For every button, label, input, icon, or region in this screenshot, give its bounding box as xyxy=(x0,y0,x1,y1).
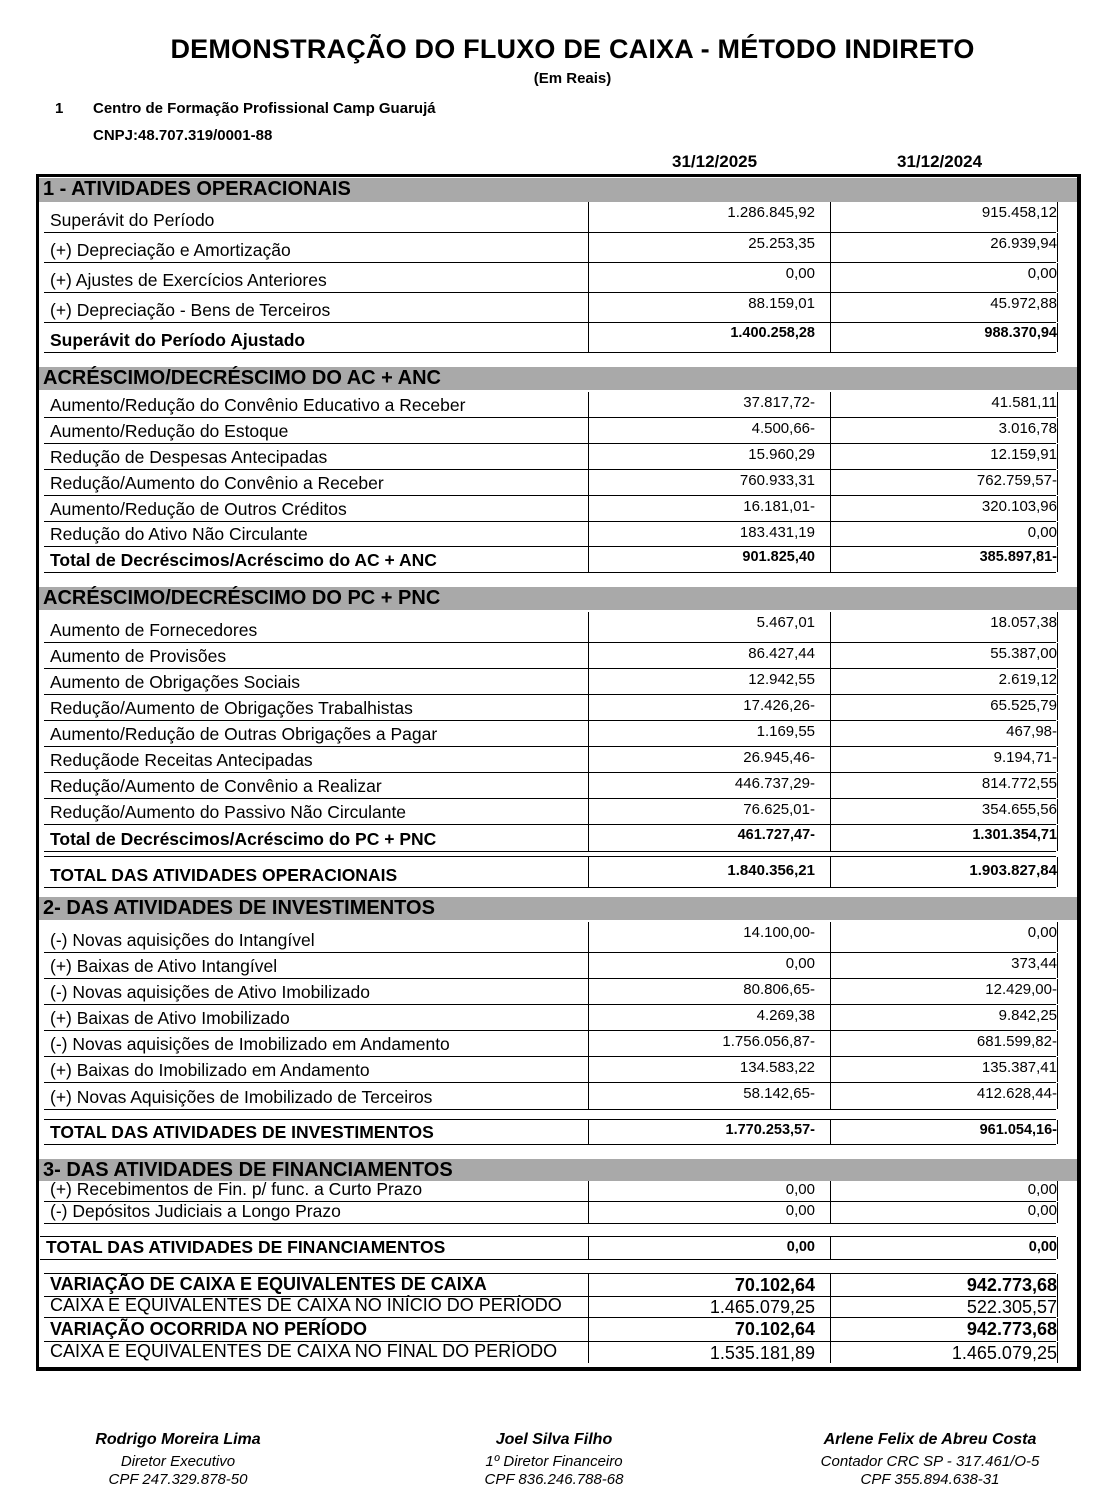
row-value-2025: 12.942,55 xyxy=(748,671,815,688)
table-row xyxy=(44,202,1056,233)
row-value-2025: 4.269,38 xyxy=(756,1007,815,1024)
signature-name: Rodrigo Moreira Lima xyxy=(95,1431,261,1448)
signature-cpf: CPF 836.246.788-68 xyxy=(484,1471,624,1488)
table-row-grand-total xyxy=(44,856,1056,888)
signature-name: Joel Silva Filho xyxy=(495,1431,613,1448)
row-value-2025: 70.102,64 xyxy=(734,1319,815,1339)
table-row xyxy=(44,496,1056,522)
row-value-2024: 0,00 xyxy=(1027,524,1057,541)
row-label: Aumento/Redução do Estoque xyxy=(50,421,289,441)
section-pc-pnc: ACRÉSCIMO/DECRÉSCIMO DO PC + PNC xyxy=(39,587,1077,610)
row-label: (+) Baixas do Imobilizado em Andamento xyxy=(50,1060,370,1080)
table-row xyxy=(44,747,1056,773)
table-row xyxy=(44,470,1056,496)
row-label: Total de Decréscimos/Acréscimo do AC + ANC xyxy=(50,550,437,570)
row-value-2024: 467,98- xyxy=(1006,723,1057,740)
table-row xyxy=(44,1083,1056,1110)
signature-role: 1º Diretor Financeiro xyxy=(485,1453,623,1470)
table-row xyxy=(44,444,1056,470)
section-ac-anc: ACRÉSCIMO/DECRÉSCIMO DO AC + ANC xyxy=(39,367,1077,390)
row-label: TOTAL DAS ATIVIDADES DE FINANCIAMENTOS xyxy=(46,1237,446,1257)
row-value-2024: 1.301.354,71 xyxy=(972,827,1057,843)
row-value-2025: 70.102,64 xyxy=(734,1275,815,1295)
row-value-2025: 0,00 xyxy=(785,1202,815,1219)
row-label: TOTAL DAS ATIVIDADES OPERACIONAIS xyxy=(50,865,398,885)
row-label: Redução/Aumento do Convênio a Receber xyxy=(50,473,384,493)
row-value-2024: 814.772,55 xyxy=(981,775,1057,792)
row-label: (-) Novas aquisições de Ativo Imobilizado xyxy=(50,982,371,1002)
row-value-2024: 681.599,82- xyxy=(976,1033,1057,1050)
table-row-summary xyxy=(44,1318,1056,1342)
row-label: Redução/Aumento do Passivo Não Circulante xyxy=(50,802,407,822)
table-row-total xyxy=(44,825,1056,852)
row-value-2025: 461.727,47- xyxy=(737,827,815,843)
row-value-2025: 88.159,01 xyxy=(748,295,815,312)
table-row xyxy=(44,695,1056,721)
row-value-2025: 1.535.181,89 xyxy=(709,1343,815,1363)
table-row xyxy=(44,392,1056,418)
row-value-2024: 55.387,00 xyxy=(990,645,1057,662)
row-value-2024: 41.581,11 xyxy=(991,394,1057,411)
table-row-summary xyxy=(44,1296,1056,1318)
row-value-2025: 4.500,66- xyxy=(751,420,815,437)
row-label: Aumento de Provisões xyxy=(50,646,227,666)
table-row xyxy=(44,263,1056,293)
entity-name: Centro de Formação Profissional Camp Guarujá xyxy=(93,100,436,117)
row-value-2024: 0,00 xyxy=(1027,1181,1057,1198)
row-label: (+) Depreciação - Bens de Terceiros xyxy=(50,300,331,320)
row-value-2025: 760.933,31 xyxy=(739,472,815,489)
report-subtitle: (Em Reais) xyxy=(533,70,612,87)
signature-role: Contador CRC SP - 317.461/O-5 xyxy=(820,1453,1040,1470)
row-value-2024: 12.159,91 xyxy=(990,446,1057,463)
row-value-2025: 901.825,40 xyxy=(742,549,815,565)
table-row xyxy=(44,799,1056,825)
row-label: (-) Novas aquisições de Imobilizado em Andamento xyxy=(50,1034,450,1054)
row-value-2024: 1.465.079,25 xyxy=(951,1343,1057,1363)
table-row-summary xyxy=(44,1273,1056,1297)
row-value-2024: 385.897,81- xyxy=(979,549,1057,565)
table-row xyxy=(44,1202,1056,1224)
table-row xyxy=(44,773,1056,799)
row-label: Aumento de Fornecedores xyxy=(50,620,258,640)
row-label: (-) Depósitos Judiciais a Longo Prazo xyxy=(50,1201,341,1221)
row-label: Total de Decréscimos/Acréscimo do PC + PNC xyxy=(50,829,437,849)
signature-cpf: CPF 355.894.638-31 xyxy=(860,1471,1000,1488)
signature-name: Arlene Felix de Abreu Costa xyxy=(823,1431,1037,1448)
row-value-2024: 522.305,57 xyxy=(966,1297,1057,1317)
row-value-2025: 0,00 xyxy=(786,1239,815,1255)
row-value-2024: 135.387,41 xyxy=(981,1059,1057,1076)
row-label: (+) Novas Aquisições de Imobilizado de Terceiros xyxy=(50,1087,433,1107)
row-value-2025: 17.426,26- xyxy=(743,697,815,714)
row-value-2024: 942.773,68 xyxy=(966,1319,1057,1339)
row-label: CAIXA E EQUIVALENTES DE CAIXA NO FINAL DO PERÍODO xyxy=(50,1341,558,1361)
row-value-2025: 1.286.845,92 xyxy=(727,204,815,221)
row-value-2025: 0,00 xyxy=(785,1181,815,1198)
table-row xyxy=(44,1031,1056,1057)
row-value-2024: 412.628,44- xyxy=(976,1085,1057,1102)
row-value-2025: 1.840.356,21 xyxy=(727,862,815,879)
row-value-2025: 0,00 xyxy=(785,265,815,282)
row-label: Redução/Aumento de Obrigações Trabalhistas xyxy=(50,698,413,718)
row-value-2025: 58.142,65- xyxy=(743,1085,815,1102)
row-value-2024: 0,00 xyxy=(1028,1239,1057,1255)
row-label: Redução/Aumento de Convênio a Realizar xyxy=(50,776,382,796)
table-row xyxy=(44,643,1056,669)
row-value-2024: 354.655,56 xyxy=(981,801,1057,818)
section-financing-activities: 3- DAS ATIVIDADES DE FINANCIAMENTOS xyxy=(39,1159,1077,1181)
row-value-2025: 1.169,55 xyxy=(756,723,815,740)
row-value-2024: 0,00 xyxy=(1027,1202,1057,1219)
table-row xyxy=(44,979,1056,1005)
table-row-grand-total xyxy=(40,1236,1056,1260)
row-label: Reduçãode Receitas Antecipadas xyxy=(50,750,313,770)
signature-cpf: CPF 247.329.878-50 xyxy=(108,1471,248,1488)
signature-role: Diretor Executivo xyxy=(120,1453,236,1470)
row-value-2024: 961.054,16- xyxy=(979,1122,1057,1138)
row-value-2024: 18.057,38 xyxy=(990,614,1057,631)
signature-financial-director xyxy=(384,1431,724,1489)
section-investing-activities: 2- DAS ATIVIDADES DE INVESTIMENTOS xyxy=(39,897,1077,920)
row-label: (+) Ajustes de Exercícios Anteriores xyxy=(50,270,327,290)
row-label: (+) Depreciação e Amortização xyxy=(50,240,291,260)
row-value-2025: 1.756.056,87- xyxy=(722,1033,815,1050)
row-value-2025: 1.400.258,28 xyxy=(730,325,815,341)
table-row xyxy=(44,1181,1056,1202)
table-row xyxy=(44,293,1056,323)
row-value-2024: 762.759,57- xyxy=(976,472,1057,489)
row-value-2024: 942.773,68 xyxy=(966,1275,1057,1295)
table-row xyxy=(44,233,1056,263)
signature-executive-director xyxy=(8,1431,348,1489)
entity-number: 1 xyxy=(55,100,64,117)
row-value-2024: 2.619,12 xyxy=(998,671,1057,688)
row-value-2025: 86.427,44 xyxy=(748,645,815,662)
row-label: Aumento/Redução de Outros Créditos xyxy=(50,499,347,519)
table-row xyxy=(44,1057,1056,1083)
row-label: VARIAÇÃO OCORRIDA NO PERÍODO xyxy=(50,1319,368,1339)
table-row xyxy=(44,522,1056,547)
table-row-summary xyxy=(44,1342,1056,1363)
row-value-2024: 9.194,71- xyxy=(993,749,1057,766)
table-row-grand-total xyxy=(44,1119,1056,1145)
row-label: Superávit do Período xyxy=(50,210,215,230)
row-value-2025: 183.431,19 xyxy=(739,524,815,541)
row-label: CAIXA E EQUIVALENTES DE CAIXA NO INÍCIO DO PERÍODO xyxy=(50,1295,562,1315)
row-label: Superávit do Período Ajustado xyxy=(50,330,306,350)
row-value-2024: 3.016,78 xyxy=(998,420,1057,437)
row-value-2024: 320.103,96 xyxy=(981,498,1057,515)
row-value-2024: 1.903.827,84 xyxy=(969,862,1057,879)
row-value-2025: 0,00 xyxy=(785,955,815,972)
row-value-2024: 45.972,88 xyxy=(990,295,1057,312)
table-row xyxy=(44,418,1056,444)
table-row xyxy=(44,953,1056,979)
row-value-2024: 12.429,00- xyxy=(985,981,1057,998)
table-row-total xyxy=(44,323,1056,353)
entity-cnpj: CNPJ:48.707.319/0001-88 xyxy=(93,127,273,144)
table-row-total xyxy=(44,547,1056,573)
row-value-2024: 26.939,94 xyxy=(990,235,1057,252)
row-label: (+) Recebimentos de Fin. p/ func. a Curto Prazo xyxy=(50,1179,423,1199)
column-header-2024: 31/12/2024 xyxy=(897,152,983,171)
report-title: DEMONSTRAÇÃO DO FLUXO DE CAIXA - MÉTODO INDIRETO xyxy=(170,34,975,64)
row-label: Aumento/Redução de Outras Obrigações a Pagar xyxy=(50,724,438,744)
table-row xyxy=(44,721,1056,747)
row-value-2024: 373,44 xyxy=(1011,955,1057,972)
row-value-2024: 65.525,79 xyxy=(990,697,1057,714)
row-value-2025: 37.817,72- xyxy=(743,394,815,411)
row-value-2024: 915.458,12 xyxy=(981,204,1057,221)
row-label: Redução do Ativo Não Circulante xyxy=(50,524,308,544)
table-row xyxy=(44,612,1056,643)
row-value-2025: 26.945,46- xyxy=(743,749,815,766)
row-value-2025: 80.806,65- xyxy=(743,981,815,998)
row-value-2024: 988.370,94 xyxy=(984,325,1057,341)
row-value-2025: 16.181,01- xyxy=(743,498,815,515)
row-value-2025: 1.465.079,25 xyxy=(709,1297,815,1317)
row-value-2025: 134.583,22 xyxy=(739,1059,815,1076)
row-value-2025: 25.253,35 xyxy=(748,235,815,252)
column-header-2025: 31/12/2025 xyxy=(672,152,758,171)
row-label: (+) Baixas de Ativo Imobilizado xyxy=(50,1008,290,1028)
row-label: (+) Baixas de Ativo Intangível xyxy=(50,956,278,976)
row-label: (-) Novas aquisições do Intangível xyxy=(50,930,315,950)
row-value-2025: 1.770.253,57- xyxy=(725,1122,815,1138)
row-value-2025: 15.960,29 xyxy=(748,446,815,463)
row-value-2025: 5.467,01 xyxy=(756,614,815,631)
row-value-2024: 0,00 xyxy=(1027,924,1057,941)
row-value-2025: 14.100,00- xyxy=(743,924,815,941)
signature-accountant xyxy=(760,1431,1095,1489)
table-row xyxy=(44,1005,1056,1031)
row-label: Aumento de Obrigações Sociais xyxy=(50,672,300,692)
table-row xyxy=(44,669,1056,695)
row-value-2025: 76.625,01- xyxy=(743,801,815,818)
row-value-2024: 9.842,25 xyxy=(998,1007,1057,1024)
section-operating-activities: 1 - ATIVIDADES OPERACIONAIS xyxy=(39,178,1077,202)
row-label: TOTAL DAS ATIVIDADES DE INVESTIMENTOS xyxy=(50,1122,434,1142)
row-label: Aumento/Redução do Convênio Educativo a Receber xyxy=(50,395,466,415)
row-label: VARIAÇÃO DE CAIXA E EQUIVALENTES DE CAIXA xyxy=(50,1274,487,1294)
row-label: Redução de Despesas Antecipadas xyxy=(50,447,328,467)
row-value-2025: 446.737,29- xyxy=(734,775,815,792)
table-row xyxy=(44,922,1056,953)
row-value-2024: 0,00 xyxy=(1027,265,1057,282)
